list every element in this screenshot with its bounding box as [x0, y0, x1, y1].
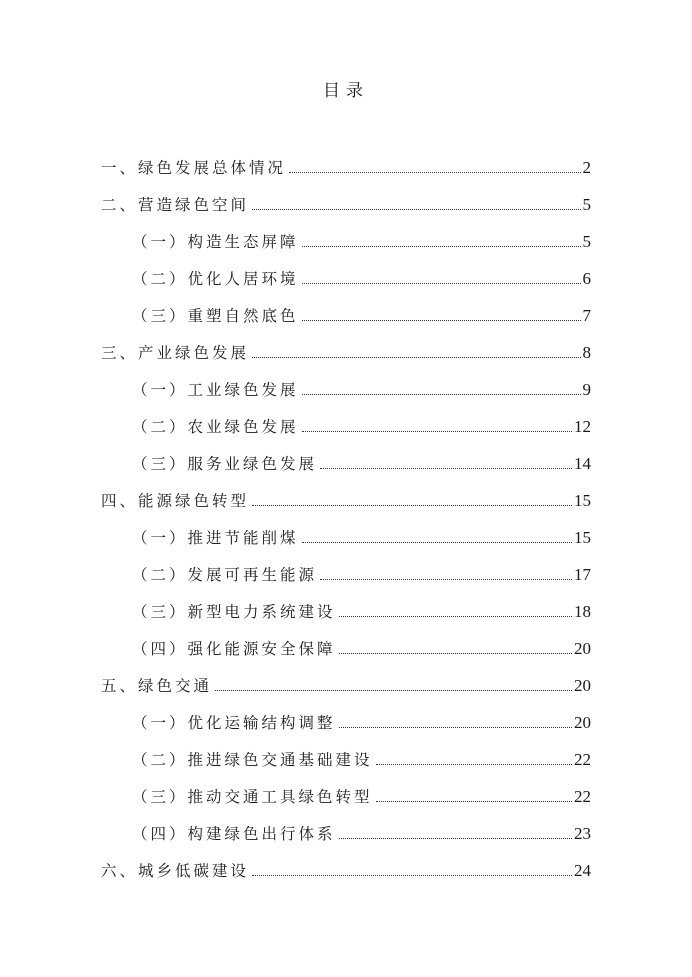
toc-entry-page: 6	[582, 269, 591, 288]
toc-entry-page: 23	[574, 824, 591, 843]
toc-entry-page: 20	[574, 639, 591, 658]
dot-leader	[339, 653, 572, 654]
toc-entry-page: 18	[574, 602, 591, 621]
dot-leader	[252, 875, 572, 876]
toc-entry-page: 12	[574, 417, 591, 436]
toc-entry-label: 六、城乡低碳建设	[101, 862, 250, 880]
dot-leader	[302, 394, 581, 395]
toc-entry-page: 22	[574, 787, 591, 806]
toc-entry-label: （一）工业绿色发展	[132, 381, 299, 399]
toc-entry-label: 五、绿色交通	[101, 677, 213, 695]
toc-entry-page: 17	[574, 565, 591, 584]
dot-leader	[302, 283, 581, 284]
toc-entry[interactable]	[101, 187, 591, 215]
toc-entry-page: 5	[582, 232, 591, 251]
toc-entry-page: 20	[574, 713, 591, 732]
toc-entry[interactable]	[132, 779, 591, 807]
toc-entry[interactable]	[101, 150, 591, 178]
toc-entry-label: 一、绿色发展总体情况	[101, 159, 287, 177]
toc-entry-label: （四）强化能源安全保障	[132, 640, 336, 658]
toc-entry-label: 四、能源绿色转型	[101, 492, 250, 510]
toc-entry-page: 9	[582, 380, 591, 399]
toc-entry[interactable]	[101, 335, 591, 363]
toc-entry-label: （三）新型电力系统建设	[132, 603, 336, 621]
toc-entry[interactable]	[132, 520, 591, 548]
dot-leader	[320, 468, 572, 469]
toc-entry[interactable]	[132, 224, 591, 252]
dot-leader	[320, 579, 572, 580]
dot-leader	[289, 172, 580, 173]
toc-entry[interactable]	[101, 853, 591, 881]
toc-entry-page: 15	[574, 491, 591, 510]
dot-leader	[215, 690, 572, 691]
toc-entry-page: 7	[582, 306, 591, 325]
dot-leader	[376, 801, 572, 802]
toc-entry[interactable]	[132, 557, 591, 585]
toc-entry-label: （二）优化人居环境	[132, 270, 299, 288]
toc-entry-page: 8	[582, 343, 591, 362]
toc-entry[interactable]	[101, 483, 591, 511]
toc-entry[interactable]	[132, 816, 591, 844]
dot-leader	[302, 542, 572, 543]
dot-leader	[252, 505, 572, 506]
dot-leader	[302, 320, 581, 321]
toc-entry[interactable]	[132, 705, 591, 733]
toc-entry[interactable]	[132, 298, 591, 326]
toc-entry-label: 二、营造绿色空间	[101, 196, 250, 214]
toc-entry-label: （三）推动交通工具绿色转型	[132, 788, 373, 806]
toc-entry[interactable]	[132, 631, 591, 659]
toc-entry-label: （二）发展可再生能源	[132, 566, 318, 584]
toc-entry-label: （一）优化运输结构调整	[132, 714, 336, 732]
toc-entry[interactable]	[132, 372, 591, 400]
toc-entry-page: 5	[582, 195, 591, 214]
dot-leader	[252, 357, 580, 358]
toc-title: 目录	[323, 81, 369, 101]
toc-entry-page: 22	[574, 750, 591, 769]
toc-entry-page: 2	[582, 158, 591, 177]
toc-entry-label: （一）构造生态屏障	[132, 233, 299, 251]
dot-leader	[302, 246, 581, 247]
toc-entry[interactable]	[101, 668, 591, 696]
toc-entry-page: 20	[574, 676, 591, 695]
toc-entry-label: （一）推进节能削煤	[132, 529, 299, 547]
dot-leader	[339, 838, 572, 839]
toc-entry-page: 15	[574, 528, 591, 547]
toc-entry[interactable]	[132, 742, 591, 770]
toc-entry[interactable]	[132, 409, 591, 437]
toc-entry[interactable]	[132, 594, 591, 622]
toc-entry-label: 三、产业绿色发展	[101, 344, 250, 362]
toc-entry[interactable]	[132, 261, 591, 289]
dot-leader	[302, 431, 572, 432]
dot-leader	[339, 727, 572, 728]
toc-entry-label: （三）重塑自然底色	[132, 307, 299, 325]
toc-entry-label: （二）农业绿色发展	[132, 418, 299, 436]
toc-entry[interactable]	[132, 446, 591, 474]
toc-entry-label: （三）服务业绿色发展	[132, 455, 318, 473]
toc-entry-page: 24	[574, 861, 591, 880]
dot-leader	[376, 764, 572, 765]
toc-entry-page: 14	[574, 454, 591, 473]
dot-leader	[339, 616, 572, 617]
toc-entry-label: （二）推进绿色交通基础建设	[132, 751, 373, 769]
toc-entry-label: （四）构建绿色出行体系	[132, 825, 336, 843]
dot-leader	[252, 209, 580, 210]
